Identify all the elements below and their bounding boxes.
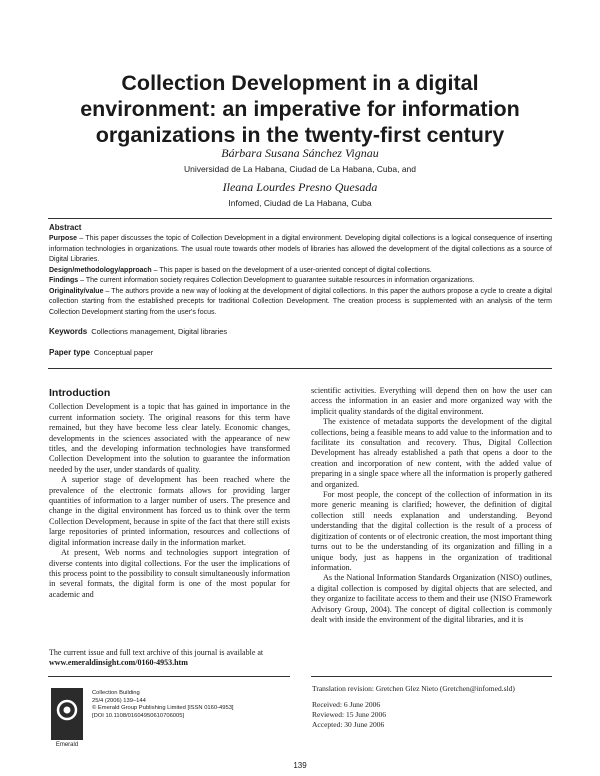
abstract-purpose [49, 234, 552, 266]
body-column-right [311, 386, 552, 625]
divider [48, 218, 552, 219]
journal-line: [DOI 10.1108/01604950610706005] [92, 712, 185, 719]
abstract-design [49, 266, 552, 277]
emerald-logo-icon [55, 698, 79, 722]
journal-line: 25/4 (2006) 139–144 [92, 697, 146, 704]
paragraph: As the National Information Standards Organization (NISO) outlines, a digital collection is composed by digital objects that are selected, and they organize to facilitate access to them and their use (NISO Framework Advisory Group, 2004). The concept of digital collection is commonly dealt with inside the environment of the digital libraries, and it is [311, 573, 552, 624]
abstract-originality [49, 287, 552, 319]
accepted-date: Accepted: 30 June 2006 [312, 720, 385, 729]
paper-type [49, 348, 552, 357]
paragraph: The existence of metadata supports the development of the digital collections, being a feasible means to add value to the information and to facilitate its consultation and recovery. Thus, Digital Collection Development has already established a path that opens a door to the creation and incorporation of new content, with the added value of preparing in a single space where all the information is properly gathered and organized. [311, 417, 552, 489]
received-date: Received: 6 June 2006 [312, 700, 381, 709]
originality-text: – The authors provide a new way of looking at the development of digital collections. In this paper the authors propose a cycle to create a digital collection starting from the established precepts for traditional Collection Development. The creation process is supplemented with an analysis of the term Collection Development starting from the user's focus. [49, 287, 552, 316]
archive-link[interactable]: www.emeraldinsight.com/0160-4953.htm [49, 658, 188, 667]
journal-info [92, 690, 292, 720]
paragraph: Collection Development is a topic that has gained in importance in the current information society. The original reasons for this term have remained, but they have become less clear lately. Economic changes, developments in the sciences associated with the appearance of new titles, and the developing information technologies have transformed Collection Development into the solution to guarantee the information needed by the user, under standards of quality. [49, 402, 290, 474]
abstract-heading: Abstract [49, 223, 82, 232]
findings-label: Findings [49, 277, 79, 284]
paragraph: For most people, the concept of the collection of information in its more generic meaning is clarified; however, the definition of digital collection still needs explanation and understanding. Beyond understanding that the digital collection is the result of a process of digitization of contents or of electronic creation, the most important thing turns out to be the understanding of its organization and filling in a unique body, just as happens in the organization of traditional information. [311, 490, 552, 572]
title-line: Collection Development in a digital [121, 71, 479, 95]
dates [312, 700, 552, 730]
footer-divider-right [311, 676, 552, 677]
paper-type-text: Conceptual paper [93, 348, 154, 357]
abstract-findings [49, 276, 552, 287]
divider [48, 368, 552, 369]
section-heading-introduction: Introduction [49, 387, 111, 399]
logo-label: Emerald [55, 742, 79, 748]
reviewed-date: Reviewed: 15 June 2006 [312, 710, 386, 719]
author-2: Ileana Lourdes Presno Quesada [222, 180, 378, 194]
purpose-text: – This paper discusses the topic of Collection Development in a digital environment. Developing digital collections is a logical consequence of inserting information technologies in organizations. The usual route towards other models of libraries has allowed the development of the digital collections as a source of Digital Libraries. [49, 235, 552, 263]
paragraph: scientific activities. Everything will depend then on how the user can access the information in an easier and more organized way with the implicit quality standards of the digital environment. [311, 386, 552, 416]
design-text: – This paper is based on the development of a user-oriented concept of digital collections. [151, 266, 432, 274]
paper-title [40, 70, 560, 148]
affiliation-2: Infomed, Ciudad de La Habana, Cuba [228, 198, 372, 208]
archive-notice [49, 648, 290, 668]
findings-text: – The current information society requires Collection Development to guarantee suitable resources in information organizations. [78, 277, 475, 284]
design-label: Design/methodology/approach [49, 266, 152, 274]
keywords-label: Keywords [49, 327, 88, 336]
footer-divider-left [48, 676, 290, 677]
title-line: organizations in the twenty-first century [95, 123, 505, 147]
journal-line: © Emerald Group Publishing Limited [ISSN 0160-4953] [92, 705, 234, 712]
journal-line: Collection Building [92, 690, 140, 696]
originality-label: Originality/value [49, 287, 104, 295]
translation-note: Translation revision: Gretchen Glez Nieto (Gretchen@infomed.sld) [312, 684, 515, 693]
purpose-label: Purpose [49, 235, 78, 242]
body-column-left [49, 388, 290, 600]
page-number: 139 [293, 761, 307, 770]
author-1: Bárbara Susana Sánchez Vignau [221, 146, 379, 160]
paper-type-label: Paper type [49, 348, 90, 357]
paragraph: At present, Web norms and technologies support integration of diverse contents into digital collections. For the user the implications of this process point to the possibility to consult simultaneously information in several formats, the digital form is one of the most popular for academic and [49, 548, 290, 599]
title-line: environment: an imperative for information [80, 97, 520, 121]
abstract [49, 223, 552, 318]
paragraph: A superior stage of development has been reached where the prevalence of the electronic formats allows for providing larger quantities of information to a larger number of users. The presence and change in the digital environment has forced us to think over the term Collection Development, because in spite of the fact that there still exists large repositories of printed information, resources and collections of digital information increase daily in the information market. [49, 475, 290, 547]
emerald-logo [49, 688, 85, 754]
archive-line: The current issue and full text archive of this journal is available at [49, 648, 264, 657]
keywords [49, 327, 552, 336]
affiliation-1: Universidad de La Habana, Ciudad de La Habana, Cuba, and [183, 164, 417, 174]
keywords-text: Collections management, Digital libraries [91, 327, 228, 336]
